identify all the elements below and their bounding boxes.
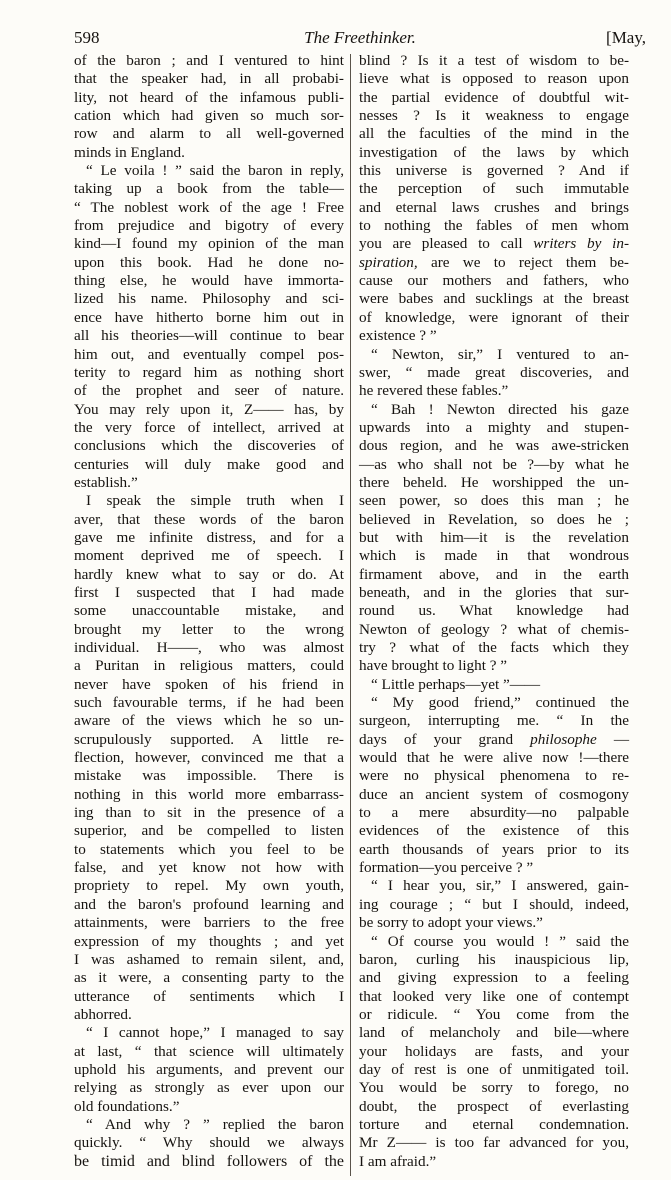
text-line-content: and the baron's profound learning and [74, 895, 344, 913]
text-line-content: “ I hear you, sir,” I answered, gain- [371, 877, 629, 895]
text-line-content: formation—you perceive ? ” [359, 859, 534, 877]
text-line [359, 217, 629, 235]
text-line-content: there beheld. He worshipped the un- [359, 473, 629, 491]
text-line [359, 786, 629, 804]
text-line [359, 364, 629, 382]
text-line [359, 529, 629, 547]
text-line-content: flection, however, convinced me that a [74, 749, 344, 767]
text-line-content: row and alarm to all well-governed [74, 125, 344, 143]
text-line-content: establish.” [74, 473, 138, 491]
text-line-content: doubt, the prospect of everlasting [359, 1097, 629, 1115]
text-line [74, 1061, 344, 1079]
text-line-content: at last, “ that science will ultimately [74, 1042, 344, 1060]
text-line [74, 859, 344, 877]
text-line [359, 841, 629, 859]
text-line-content: to nothing the fables of men whom [359, 217, 629, 235]
text-line-content: him out, and eventually compel pos- [74, 345, 344, 363]
header-month: [May, [606, 28, 646, 47]
text-line [74, 602, 344, 620]
text-line-content: you are pleased to call [359, 235, 523, 253]
text-line-continuation: — [596, 730, 629, 748]
italic-text: spiration, [359, 253, 418, 271]
text-line [359, 1153, 629, 1171]
text-line-content: days of your grand [359, 730, 514, 748]
text-line [359, 639, 629, 657]
text-line [359, 914, 629, 932]
text-line [359, 1098, 629, 1116]
text-line [359, 547, 629, 565]
text-line [359, 969, 629, 987]
text-line [74, 437, 344, 455]
text-line-content: abhorred. [74, 1005, 132, 1023]
text-line [359, 290, 629, 308]
text-line [359, 749, 629, 767]
text-line-content: nothing in this world more embarrass- [74, 785, 344, 803]
text-line-content: duce an ancient system of cosmogony [359, 785, 629, 803]
text-line [74, 382, 344, 400]
text-line [74, 804, 344, 822]
text-line-content: kind—I found my opinion of the man [74, 235, 344, 253]
text-line [359, 162, 629, 180]
text-line-content: Newton of geology ? what of chemis- [359, 620, 629, 638]
text-line [359, 988, 629, 1006]
text-line [359, 859, 629, 877]
text-line-content: land of melancholy and bile—where [359, 1024, 629, 1042]
text-line [359, 492, 629, 510]
text-line-content: You may rely upon it, Z—— has, by [74, 400, 344, 418]
text-line [74, 1043, 344, 1061]
text-line [74, 712, 344, 730]
text-line-content: have brought to light ? ” [359, 657, 508, 675]
text-line-content: relying as strongly as ever upon our [74, 1079, 344, 1097]
text-line-content: some unaccountable mistake, and [74, 602, 344, 620]
text-line-content: a Puritan in religious matters, could [74, 657, 344, 675]
text-line [74, 456, 344, 474]
text-line [74, 749, 344, 767]
text-line [359, 877, 629, 895]
text-line [74, 1024, 344, 1042]
text-line [74, 694, 344, 712]
text-line [74, 969, 344, 987]
text-line [74, 988, 344, 1006]
text-line [359, 694, 629, 712]
text-line [74, 584, 344, 602]
text-line [74, 822, 344, 840]
text-line-content: all the faculties of the mind in the [359, 125, 629, 143]
text-line-content: false, and yet know not how with [74, 859, 344, 877]
text-line-content: your holidays are fasts, and your [359, 1042, 629, 1060]
text-line-content: or ridicule. “ You come from the [359, 1005, 629, 1023]
text-line-content: try ? what of the facts which they [359, 639, 629, 656]
text-line-content: of the baron ; and I ventured to hint [74, 52, 344, 69]
text-line [74, 52, 344, 70]
text-line-content: the perception of such immutable [359, 180, 629, 198]
text-line [359, 89, 629, 107]
text-line [359, 822, 629, 840]
text-line [74, 877, 344, 895]
text-line-content: that the speaker had, in all probabi- [74, 70, 344, 88]
text-line-content: beneath, and in the glories that sur- [359, 583, 629, 601]
text-line [74, 492, 344, 510]
text-line-content: ence have hitherto borne him out in [74, 308, 344, 326]
text-line [74, 951, 344, 969]
text-line-content: and eternal laws crushes and brings [359, 198, 629, 216]
text-line [74, 125, 344, 143]
text-line [74, 786, 344, 804]
text-line [74, 639, 344, 657]
text-line [74, 1153, 344, 1171]
text-line-content: such favourable terms, if he had been [74, 694, 344, 712]
text-line-content: minds in England. [74, 143, 185, 161]
text-line [359, 621, 629, 639]
text-line [359, 346, 629, 364]
text-line [74, 290, 344, 308]
text-line-content: nesses ? Is it weakness to engage [359, 107, 629, 125]
text-line [74, 529, 344, 547]
text-line [359, 1024, 629, 1042]
text-line-content: and giving expression to a feeling [359, 969, 629, 987]
text-line-content: mistake was impossible. There is [74, 767, 344, 785]
text-line-content: never have spoken of his friend in [74, 675, 344, 693]
text-line [74, 1116, 344, 1134]
text-line-content: ing than to sit in the presence of a [74, 804, 344, 822]
text-line [359, 272, 629, 290]
text-line [359, 144, 629, 162]
text-line [74, 327, 344, 345]
text-line [359, 235, 629, 253]
text-line-content: terity to regard him as nothing short [74, 363, 344, 381]
text-line [74, 547, 344, 565]
text-line-content: aware of the views which he so un- [74, 712, 344, 730]
text-line [74, 70, 344, 88]
text-line [359, 419, 629, 437]
text-line-content: dous region, and he was awe-stricken [359, 437, 629, 455]
text-line [74, 89, 344, 107]
text-line-content: scrupulously supported. A little re- [74, 730, 344, 748]
text-line [74, 896, 344, 914]
text-line-content: were babes and sucklings at the breast [359, 290, 629, 308]
text-line-content: of the prophet and seer of nature. [74, 382, 344, 400]
text-line-content: cause our mothers and fathers, who [359, 272, 629, 290]
text-line-content: I was ashamed to remain silent, and, [74, 950, 344, 968]
text-line [74, 346, 344, 364]
text-line-content: the very force of intellect, arrived at [74, 418, 344, 436]
text-line [359, 327, 629, 345]
text-line-content: lieve what is opposed to reason upon [359, 70, 629, 88]
text-line-content: expression of my thoughts ; and yet [74, 932, 344, 950]
text-line-content: this universe is governed ? And if [359, 162, 629, 180]
text-line-content: “ Little perhaps—yet ”—— [371, 675, 541, 693]
text-line-content: “ Newton, sir,” I ventured to an- [371, 345, 629, 363]
text-line [359, 437, 629, 455]
text-line-content: day of rest is one of unmitigated toil. [359, 1060, 629, 1078]
text-line [359, 180, 629, 198]
text-line-continuation: are we to reject them be- [417, 253, 629, 271]
text-line-content: hardly knew what to say or do. At [74, 565, 344, 583]
text-line-content: You would be sorry to forego, no [359, 1079, 629, 1097]
text-line-content: cation which had given so much sor- [74, 107, 344, 125]
text-line-content: moment deprived me of speech. I [74, 547, 344, 565]
page-number: 598 [74, 28, 100, 47]
text-line-content: torture and eternal condemnation. [359, 1115, 629, 1133]
running-header [74, 28, 646, 50]
text-line [74, 511, 344, 529]
right-text-column [359, 52, 629, 1171]
text-line [359, 1116, 629, 1134]
text-line-content: surgeon, interrupting me. “ In the [359, 712, 629, 730]
text-line [359, 731, 629, 749]
text-line-content: but with him—it is the revelation [359, 528, 629, 546]
text-line [359, 1043, 629, 1061]
text-line-content: old foundations.” [74, 1097, 180, 1115]
text-line-content: gave me infinite distress, and for a [74, 528, 344, 546]
text-line [359, 657, 629, 675]
text-line [359, 951, 629, 969]
text-line [359, 1061, 629, 1079]
text-line [359, 712, 629, 730]
text-line-content: all his theories—will continue to bear [74, 327, 344, 345]
text-line [74, 401, 344, 419]
text-line [74, 364, 344, 382]
text-line-content: propriety to repel. My own youth, [74, 877, 344, 895]
text-line [74, 1098, 344, 1116]
text-line-content: seen power, so does this man ; he [359, 492, 629, 510]
text-line-content: to a mere absurdity—no palpable [359, 804, 629, 822]
text-line-content: centuries will duly make good and [74, 455, 344, 473]
text-line-content: be sorry to adopt your views.” [359, 914, 543, 932]
text-line [359, 804, 629, 822]
text-line [74, 1134, 344, 1152]
text-line-content: “ Bah ! Newton directed his gaze [371, 400, 629, 418]
text-line-content: “ I cannot hope,” I managed to say [86, 1024, 344, 1042]
text-line-content: upon this book. Had he done no- [74, 253, 344, 271]
text-line [359, 474, 629, 492]
text-line [359, 125, 629, 143]
text-line [74, 731, 344, 749]
text-line-content: would that he were alive now !—there [359, 749, 629, 767]
text-line [74, 657, 344, 675]
text-line [359, 70, 629, 88]
text-line [74, 309, 344, 327]
text-line-content: quickly. “ Why should we always [74, 1134, 344, 1152]
text-line-content: blind ? Is it a test of wisdom to be- [359, 52, 629, 69]
text-line-content: existence ? ” [359, 327, 437, 345]
text-line [74, 235, 344, 253]
italic-text: writers by in- [522, 235, 629, 253]
text-line-content: of knowledge, were ignorant of their [359, 308, 629, 326]
text-line-content: “ My good friend,” continued the [371, 694, 629, 712]
text-line-content: I am afraid.” [359, 1152, 437, 1170]
text-line-content: “ The noblest work of the age ! Free [74, 198, 344, 216]
left-text-column [74, 52, 344, 1171]
text-line [74, 107, 344, 125]
text-line [359, 1079, 629, 1097]
text-line [74, 144, 344, 162]
text-line [359, 254, 629, 272]
text-line [74, 566, 344, 584]
text-line [359, 896, 629, 914]
text-line [74, 676, 344, 694]
text-line-content: individual. H——, who was almost [74, 639, 344, 656]
text-line-content: upwards into a mighty and stupen- [359, 418, 629, 436]
text-line-content: that looked very like one of contempt [359, 987, 629, 1005]
text-line [359, 401, 629, 419]
text-line-content: investigation of the laws by which [359, 143, 629, 161]
text-line [359, 584, 629, 602]
text-line-content: conclusions which the discoveries of [74, 437, 344, 455]
text-line [74, 1079, 344, 1097]
text-line-content: attainments, were barriers to the free [74, 914, 344, 932]
text-line [74, 217, 344, 235]
text-line-content: to statements which you feel to be [74, 840, 344, 858]
text-line [359, 676, 629, 694]
text-line-content: uphold his arguments, and prevent our [74, 1060, 344, 1078]
text-line-content: “ Le voila ! ” said the baron in reply, [86, 162, 344, 180]
text-line-content: swer, “ made great discoveries, and [359, 363, 629, 381]
text-line-content: lized his name. Philosophy and sci- [74, 290, 344, 308]
text-line [359, 1006, 629, 1024]
text-line [74, 767, 344, 785]
text-line-content: first I suspected that I had made [74, 583, 344, 601]
text-line-content: believed in Revelation, so does he ; [359, 510, 629, 528]
text-line-content: baron, curling his inauspicious lip, [359, 950, 629, 968]
text-line [359, 456, 629, 474]
text-line [74, 199, 344, 217]
text-line [359, 767, 629, 785]
text-line [359, 199, 629, 217]
text-line-content: aver, that these words of the baron [74, 510, 344, 528]
text-line [74, 254, 344, 272]
text-line-content: he revered these fables.” [359, 382, 509, 400]
text-line [359, 566, 629, 584]
text-line-content: firmament above, and in the earth [359, 565, 629, 583]
italic-text: philosophe [513, 730, 597, 748]
text-line [359, 382, 629, 400]
text-line [359, 933, 629, 951]
text-line-content: the partial evidence of doubtful wit- [359, 88, 629, 106]
text-line [74, 1006, 344, 1024]
text-line [359, 52, 629, 70]
text-line [74, 474, 344, 492]
text-line-content: from prejudice and bigotry of every [74, 217, 344, 235]
text-line [74, 419, 344, 437]
text-line [359, 602, 629, 620]
running-title: The Freethinker. [304, 28, 416, 47]
text-line [359, 309, 629, 327]
column-divider [350, 54, 351, 1176]
text-line-content: ing courage ; “ but I should, indeed, [359, 895, 629, 913]
text-line-content: round us. What knowledge had [359, 602, 629, 620]
text-line [359, 1134, 629, 1152]
text-line [74, 841, 344, 859]
text-line-content: —as who shall not be ?—by what he [359, 455, 629, 473]
text-line-content: “ Of course you would ! ” said the [371, 932, 629, 950]
text-line-content: earth thousands of years prior to its [359, 840, 629, 858]
text-line-content: I speak the simple truth when I [86, 492, 344, 510]
text-line-content: taking up a book from the table— [74, 180, 344, 198]
text-line-content: thing else, he would have immorta- [74, 272, 344, 290]
text-line-content: be timid and blind followers of the [74, 1152, 344, 1170]
text-line [359, 511, 629, 529]
text-line [74, 933, 344, 951]
text-line-content: superior, and be compelled to listen [74, 822, 344, 840]
text-line-content: as it were, a consenting party to the [74, 969, 344, 987]
text-line-content: Mr Z—— is too far advanced for you, [359, 1134, 629, 1152]
text-line [359, 107, 629, 125]
text-line [74, 621, 344, 639]
text-line-content: “ And why ? ” replied the baron [86, 1115, 344, 1133]
text-line-content: utterance of sentiments which I [74, 987, 344, 1005]
text-line [74, 180, 344, 198]
text-line-content: lity, not heard of the infamous publi- [74, 88, 344, 106]
text-line [74, 162, 344, 180]
text-line-content: which is made in that wondrous [359, 547, 629, 565]
text-line-content: brought my letter to the wrong [74, 620, 344, 638]
text-line-content: evidences of the existence of this [359, 822, 629, 840]
text-line [74, 272, 344, 290]
text-line [74, 914, 344, 932]
text-line-content: were no physical phenomena to re- [359, 767, 629, 785]
